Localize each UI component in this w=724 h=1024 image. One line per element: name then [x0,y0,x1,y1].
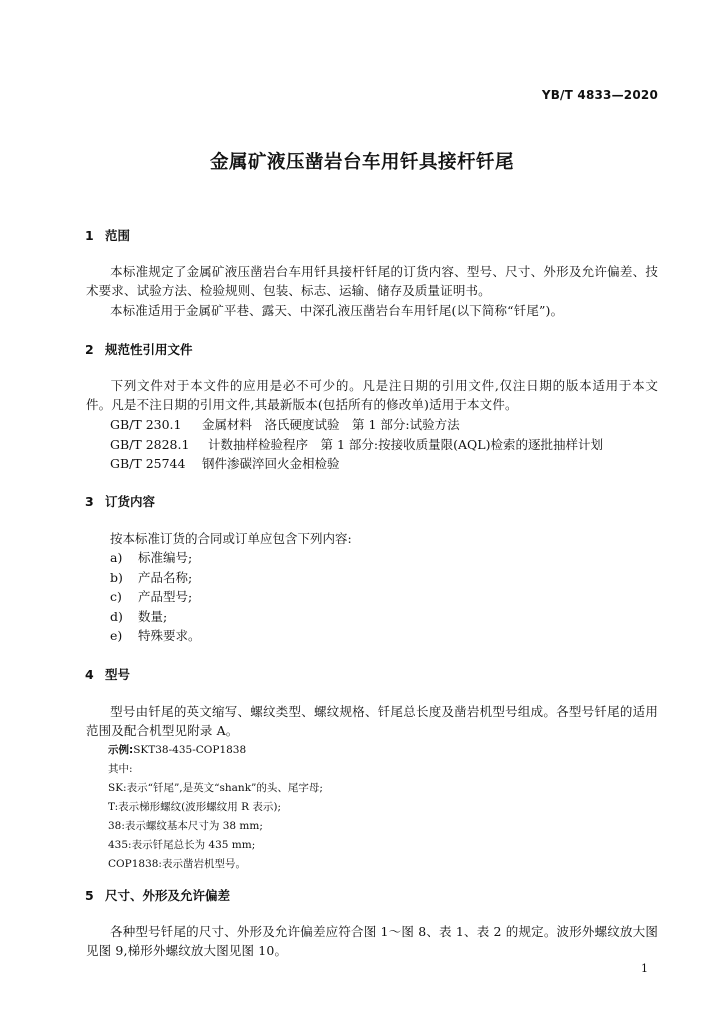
section-2-heading [85,340,193,358]
section-number: 2 [85,342,94,357]
paragraph-text: 本标准规定了金属矿液压凿岩台车用钎具接杆钎尾的订货内容、型号、尺寸、外形及允许偏差、技术要求、试验方法、检验规则、包装、标志、运输、储存及质量证明书。 [86,264,658,298]
reference-name: 钢件渗碳淬回火金相检验 [202,456,340,471]
section-2-paragraph-1 [86,376,658,414]
list-item [110,587,192,605]
list-text: 数量; [138,609,168,624]
list-item [110,607,167,625]
section-title: 规范性引用文件 [105,342,193,357]
section-4-paragraph-1 [86,702,658,740]
section-3-heading [85,492,155,510]
list-item [110,626,201,644]
example-value: SKT38-435-COP1838 [133,744,247,756]
list-label: c) [110,589,122,604]
paragraph-text: 本标准适用于金属矿平巷、露天、中深孔液压凿岩台车用钎尾(以下简称“钎尾”)。 [110,303,564,318]
standard-code: YB/T 4833—2020 [541,88,658,102]
section-5-heading [85,886,230,904]
section-4-heading [85,665,130,683]
example-note: COP1838:表示凿岩机型号。 [108,858,246,870]
section-title: 订货内容 [105,494,156,509]
reference-item [110,415,460,433]
example-note: SK:表示“钎尾”,是英文“shank”的头、尾字母; [108,782,323,794]
section-number: 1 [85,228,94,243]
list-label: e) [110,628,123,643]
order-intro: 按本标准订货的合同或订单应包含下列内容: [110,531,352,546]
example-note: T:表示梯形螺纹(波形螺纹用 R 表示); [108,801,281,813]
section-1-heading [85,226,130,244]
section-number: 3 [85,494,94,509]
list-item [110,568,192,586]
paragraph-text: 各种型号钎尾的尺寸、外形及允许偏差应符合图 1～图 8、表 1、表 2 的规定。波形外螺纹放大图见图 9,梯形外螺纹放大图见图 10。 [86,924,658,958]
section-5-paragraph-1 [86,922,658,960]
section-title: 尺寸、外形及允许偏差 [105,888,231,903]
list-text: 产品名称; [138,570,193,585]
reference-name: 金属材料 洛氏硬度试验 第 1 部分:试验方法 [202,417,460,432]
list-label: b) [110,570,123,585]
section-1-paragraph-1 [86,262,658,300]
example-line [108,742,246,757]
paragraph-text: 型号由钎尾的英文缩写、螺纹类型、螺纹规格、钎尾总长度及凿岩机型号组成。各型号钎尾的适用范围及配合机型见附录 A。 [86,704,658,738]
example-label: 示例: [108,744,134,756]
reference-name: 计数抽样检验程序 第 1 部分:按接收质量限(AQL)检索的逐批抽样计划 [208,437,603,452]
reference-code: GB/T 230.1 [110,417,182,432]
reference-item [110,435,603,453]
section-number: 4 [85,667,94,682]
section-number: 5 [85,888,94,903]
example-note: 38:表示螺纹基本尺寸为 38 mm; [108,820,263,832]
example-note: 其中: [108,763,133,775]
list-label: d) [110,609,123,624]
paragraph-text: 下列文件对于本文件的应用是必不可少的。凡是注日期的引用文件,仅注日期的版本适用于本文件。凡是不注日期的引用文件,其最新版本(包括所有的修改单)适用于本文件。 [86,378,658,412]
example-note: 435:表示钎尾总长为 435 mm; [108,839,256,851]
list-text: 标准编号; [138,550,193,565]
list-item [110,548,192,566]
section-title: 范围 [105,228,131,243]
section-1-paragraph-2 [86,301,658,320]
reference-item [110,454,340,472]
list-text: 产品型号; [138,589,193,604]
document-title: 金属矿液压凿岩台车用钎具接杆钎尾 [209,152,514,173]
page-number: 1 [641,962,648,975]
list-text: 特殊要求。 [138,628,201,643]
reference-code: GB/T 2828.1 [110,437,190,452]
section-title: 型号 [105,667,131,682]
reference-code: GB/T 25744 [110,456,186,471]
list-label: a) [110,550,123,565]
